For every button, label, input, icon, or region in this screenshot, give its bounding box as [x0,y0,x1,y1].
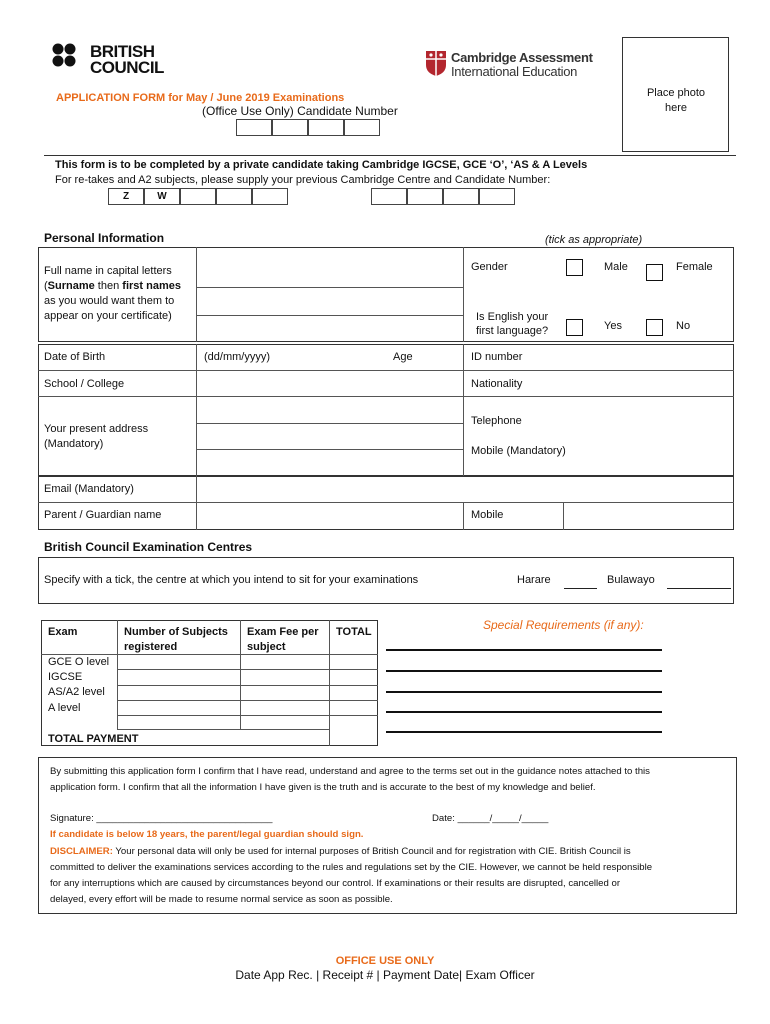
exam-col-header: Exam [48,626,78,638]
tick-note: (tick as appropriate) [545,234,643,246]
signature-field[interactable]: Signature: _________________________________ [50,813,273,824]
gender-female-checkbox[interactable] [646,264,663,281]
bc-logo-word-1: BRITISH [90,42,155,61]
bulawayo-label: Bulawayo [607,574,655,586]
guardian-label: Parent / Guardian name [44,509,162,521]
disclaimer-label: DISCLAIMER: [50,846,113,857]
harare-label: Harare [517,574,551,586]
english-yes-label: Yes [604,320,622,332]
address-input-2[interactable] [197,424,462,448]
dob-label: Date of Birth [44,351,106,363]
cambridge-logo-line-2: International Education [451,64,578,79]
exam-row-a-level: A level [48,702,81,714]
age-input[interactable] [420,345,462,369]
address-input-3[interactable] [197,450,462,475]
form-title: APPLICATION FORM for May / June 2019 Examinations [56,92,345,104]
gender-female-label: Female [676,261,713,273]
subjects-col-header: Number of Subjects registered [124,626,228,653]
address-label-1: Your present address [44,423,149,435]
full-name-label-1: Full name in capital letters [44,265,172,277]
cambridge-shield-icon [425,50,447,77]
british-council-dots-icon [52,42,88,76]
disclaimer-line-2: committed to deliver the examinations services according to the rules and regulations set by the CIE. However, we cannot be held responsible [50,862,653,873]
full-name-input-2[interactable] [197,288,463,315]
bulawayo-tick-line[interactable] [667,588,731,589]
guardian-sign-note: If candidate is below 18 years, the parent/legal guardian should sign. [50,829,364,840]
full-name-input-3[interactable] [197,316,463,341]
cambridge-logo-line-1: Cambridge Assessment [451,50,593,65]
bc-logo-word-2: COUNCIL [90,58,164,77]
age-label: Age [393,351,413,363]
header-divider [44,155,736,156]
gender-label: Gender [471,261,508,273]
previous-candidate-number-field[interactable] [371,188,515,205]
disclaimer-line-4: delayed, every effort will be made to resume normal service as soon as possible. [50,894,393,905]
email-label: Email (Mandatory) [44,483,134,495]
date-field[interactable]: Date: ______/_____/_____ [432,813,549,824]
school-input[interactable] [197,371,462,395]
centres-instruction: Specify with a tick, the centre at which you intend to sit for your examinations [44,574,419,586]
total-payment-label: TOTAL PAYMENT [48,733,139,745]
special-req-line-1[interactable] [386,649,662,651]
candidate-number-label: (Office Use Only) Candidate Number [202,104,398,118]
special-req-line-4[interactable] [386,711,662,713]
special-req-line-3[interactable] [386,691,662,693]
declaration-text-2: application form. I confirm that all the information I have given is the truth and is accurate to the best of my knowledge and belief. [50,782,596,793]
intro-text-2: For re-takes and A2 subjects, please supply your previous Cambridge Centre and Candidate Number: [55,174,551,186]
english-no-label: No [676,320,691,332]
special-requirements-heading: Special Requirements (if any): [483,618,644,632]
address-label-2: (Mandatory) [44,438,104,450]
disclaimer-line-1: DISCLAIMER: Your personal data will only be used for internal purposes of British Council and for registration with CIE. British Council is [50,846,631,857]
telephone-label: Telephone [471,415,522,427]
full-name-label-4: appear on your certificate) [44,310,172,322]
nationality-label: Nationality [471,378,523,390]
exam-row-as-a2: AS/A2 level [48,686,105,698]
id-number-input[interactable] [530,345,733,369]
english-question-1: Is English your [476,311,549,323]
total-col-header: TOTAL [336,626,372,638]
guardian-mobile-label: Mobile [471,509,504,521]
telephone-input[interactable] [535,400,733,430]
british-council-logo [52,42,172,78]
school-label: School / College [44,378,125,390]
candidate-number-field[interactable] [236,119,380,136]
english-no-checkbox[interactable] [646,319,663,336]
declaration-text-1: By submitting this application form I confirm that I have read, understand and agree to the terms set out in the guidance notes attached to this [50,766,650,777]
photo-box[interactable] [622,37,729,152]
dob-format-hint: (dd/mm/yyyy) [204,351,270,363]
previous-centre-number-field[interactable] [108,188,288,205]
exam-row-igcse: IGCSE [48,671,83,683]
office-use-heading: OFFICE USE ONLY [335,955,435,967]
id-number-label: ID number [471,351,523,363]
office-use-fields: Date App Rec. | Receipt # | Payment Date| Exam Officer [235,968,535,982]
photo-label: Place photo here [646,87,706,114]
mobile-mandatory-input[interactable] [585,437,733,467]
full-name-label-3: as you would want them to [44,295,175,307]
mobile-mandatory-label: Mobile (Mandatory) [471,445,566,457]
full-name-input-1[interactable] [197,248,463,287]
fee-col-header: Exam Fee per subject [247,626,319,653]
personal-info-heading: Personal Information [44,231,165,245]
email-input[interactable] [197,477,733,501]
guardian-input[interactable] [197,503,462,529]
special-req-line-2[interactable] [386,670,662,672]
english-question-2: first language? [476,325,549,337]
guardian-mobile-input[interactable] [564,503,733,529]
gender-male-label: Male [604,261,628,273]
exam-row-gce-o: GCE O level [48,656,110,668]
nationality-input[interactable] [540,371,733,395]
special-req-line-5[interactable] [386,731,662,733]
centre-prefix-w: W [144,188,180,205]
address-input-1[interactable] [197,397,462,422]
english-yes-checkbox[interactable] [566,319,583,336]
centres-heading: British Council Examination Centres [44,540,253,554]
intro-text-1: This form is to be completed by a private candidate taking Cambridge IGCSE, GCE ‘O’, ‘AS & A Levels [55,159,588,171]
disclaimer-line-3: for any interruptions which are caused by circumstances beyond our control. If examinations or their results are disrupted, cancelled or [50,878,621,889]
full-name-label-2: (Surname then first names [44,280,181,292]
gender-male-checkbox[interactable] [566,259,583,276]
cambridge-logo [425,50,605,80]
centre-prefix-z: Z [108,188,144,205]
harare-tick-line[interactable] [564,588,597,589]
